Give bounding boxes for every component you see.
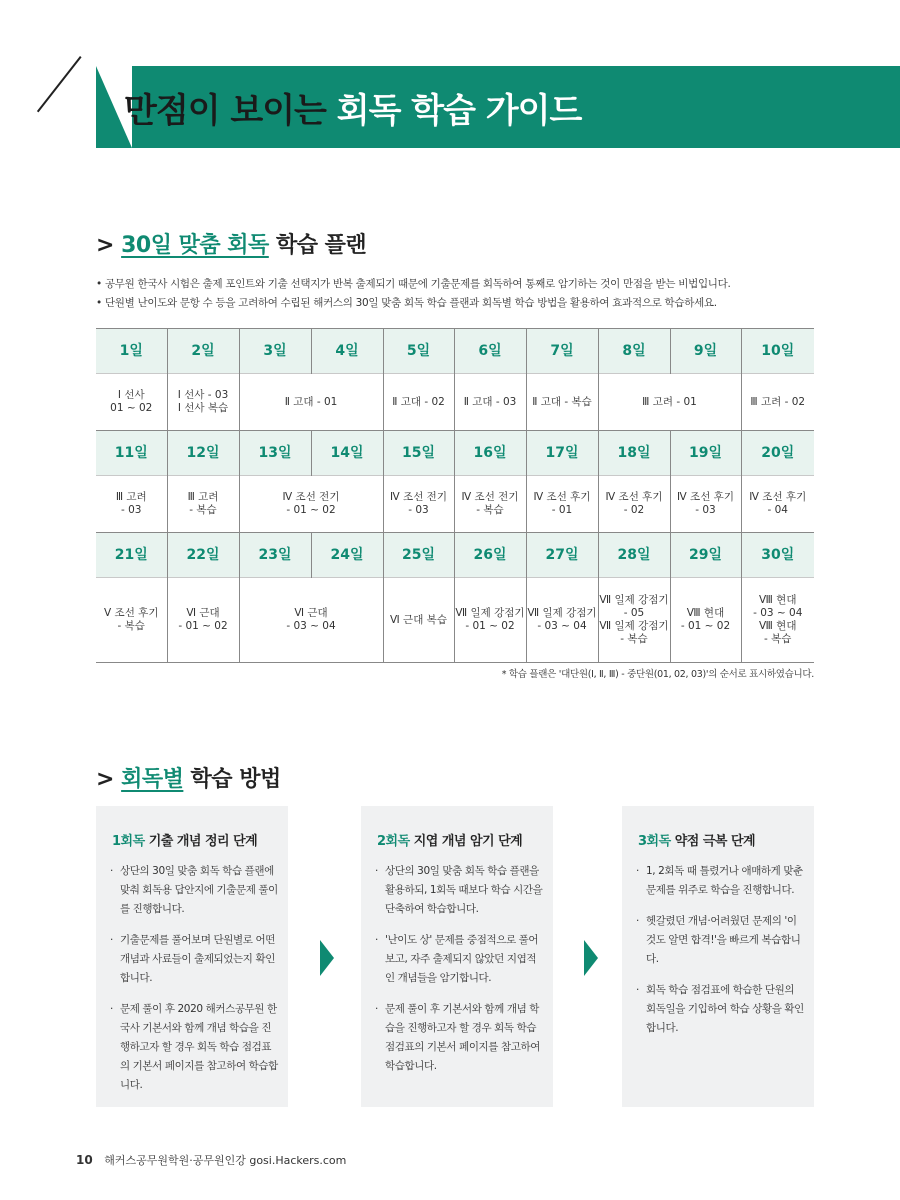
section-method-heading [96, 762, 281, 793]
method-card-2 [361, 806, 553, 1107]
plan-topic-cell: Ⅳ 조선 후기 - 04 [741, 476, 814, 533]
plan-day-cell: 27일 [526, 533, 598, 578]
plan-day-cell: 21일 [96, 533, 167, 578]
plan-day-cell: 17일 [526, 431, 598, 476]
plan-day-cell: 28일 [598, 533, 670, 578]
section-plan-highlight: 30일 맞춤 회독 [121, 233, 269, 258]
plan-day-cell: 13일 [239, 431, 311, 476]
title-light-part: 회독 학습 가이드 [336, 91, 582, 131]
plan-topic-cell: Ⅰ 선사 - 03 Ⅰ 선사 복습 [167, 374, 239, 431]
plan-day-cell: 10일 [741, 329, 814, 374]
title-dark-part: 만점이 보이는 [124, 91, 326, 131]
plan-day-cell: 22일 [167, 533, 239, 578]
plan-day-cell: 23일 [239, 533, 311, 578]
plan-topic-cell: Ⅷ 현대 - 01 ~ 02 [670, 578, 741, 663]
card-title [638, 830, 755, 849]
section-method-highlight: 회독별 [121, 767, 184, 792]
plan-day-cell: 18일 [598, 431, 670, 476]
list-item: · 문제 풀이 후 2020 해커스공무원 한국사 기본서와 함께 개념 학습을 진행하고자 할 경우 회독 학습 점검표의 기본서 페이지를 참고하여 학습합니다. [110, 1000, 280, 1095]
plan-topic-cell: Ⅳ 조선 전기 - 복습 [454, 476, 526, 533]
plan-topic-cell: Ⅲ 고려 - 03 [96, 476, 167, 533]
plan-topic-cell: Ⅴ 조선 후기 - 복습 [96, 578, 167, 663]
chevron-right-icon: > [96, 233, 114, 258]
plan-topic-cell: Ⅶ 일제 강점기 - 03 ~ 04 [526, 578, 598, 663]
list-item: · '난이도 상' 문제를 중점적으로 풀어보고, 자주 출제되지 않았던 지엽적인 개념들을 암기합니다. [375, 931, 545, 988]
plan-topic-row [96, 578, 814, 663]
plan-day-cell: 12일 [167, 431, 239, 476]
plan-topic-cell: Ⅲ 고려 - 복습 [167, 476, 239, 533]
plan-topic-cell: Ⅱ 고대 - 01 [239, 374, 383, 431]
method-card-1 [96, 806, 288, 1107]
plan-day-cell: 29일 [670, 533, 741, 578]
plan-day-cell: 6일 [454, 329, 526, 374]
plan-day-cell: 9일 [670, 329, 741, 374]
plan-day-cell: 14일 [311, 431, 383, 476]
plan-day-cell: 2일 [167, 329, 239, 374]
plan-bullet-text: 공무원 한국사 시험은 출제 포인트와 기출 선택지가 반복 출제되기 때문에 기출문제를 회독하여 통째로 암기하는 것이 만점을 받는 비법입니다. [104, 278, 731, 290]
plan-topic-cell: Ⅳ 조선 후기 - 03 [670, 476, 741, 533]
plan-topic-cell: Ⅵ 근대 복습 [383, 578, 454, 663]
chevron-right-icon: > [96, 767, 114, 792]
plan-day-cell: 4일 [311, 329, 383, 374]
method-card-3 [622, 806, 814, 1107]
plan-day-cell: 11일 [96, 431, 167, 476]
plan-day-row [96, 533, 814, 578]
plan-topic-cell: Ⅷ 현대 - 03 ~ 04 Ⅷ 현대 - 복습 [741, 578, 814, 663]
plan-day-cell: 30일 [741, 533, 814, 578]
arrow-right-icon [320, 940, 334, 976]
plan-bullet-2 [96, 295, 717, 310]
card-title [112, 830, 257, 849]
plan-topic-row [96, 374, 814, 431]
plan-day-cell: 20일 [741, 431, 814, 476]
plan-bullet-text: 단원별 난이도와 문항 수 등을 고려하여 수립된 해커스의 30일 맞춤 회독 학습 플랜과 회독별 학습 방법을 활용하여 효과적으로 학습하세요. [104, 297, 717, 309]
card-title-highlight: 3회독 [638, 834, 671, 849]
plan-day-cell: 7일 [526, 329, 598, 374]
card-list [375, 862, 545, 1088]
page-footer [76, 1152, 346, 1168]
plan-day-cell: 19일 [670, 431, 741, 476]
card-title-highlight: 1회독 [112, 834, 145, 849]
bullet-icon: • [96, 297, 102, 309]
section-method-rest: 학습 방법 [190, 767, 281, 792]
plan-day-cell: 25일 [383, 533, 454, 578]
plan-topic-cell: Ⅳ 조선 전기 - 01 ~ 02 [239, 476, 383, 533]
plan-topic-cell: Ⅳ 조선 전기 - 03 [383, 476, 454, 533]
card-title-rest: 지엽 개념 암기 단계 [413, 834, 523, 849]
list-item: · 기출문제를 풀어보며 단원별로 어떤 개념과 사료들이 출제되었는지 확인합니다. [110, 931, 280, 988]
plan-topic-cell: Ⅱ 고대 - 02 [383, 374, 454, 431]
plan-day-row [96, 329, 814, 374]
plan-topic-cell: Ⅶ 일제 강점기 - 05 Ⅶ 일제 강점기 - 복습 [598, 578, 670, 663]
plan-footnote: * 학습 플랜은 '대단원(Ⅰ, Ⅱ, Ⅲ) - 중단원(01, 02, 03)'의 순서로 표시하였습니다. [501, 669, 814, 680]
plan-day-cell: 5일 [383, 329, 454, 374]
list-item: · 문제 풀이 후 기본서와 함께 개념 학습을 진행하고자 할 경우 회독 학습 점검표의 기본서 페이지를 참고하여 학습합니다. [375, 1000, 545, 1076]
plan-topic-cell: Ⅲ 고려 - 01 [598, 374, 741, 431]
card-title-rest: 약점 극복 단계 [674, 834, 756, 849]
page-title [124, 83, 581, 132]
plan-day-row [96, 431, 814, 476]
plan-day-cell: 26일 [454, 533, 526, 578]
card-title [377, 830, 522, 849]
study-plan-table [96, 328, 814, 663]
list-item: · 상단의 30일 맞춤 회독 학습 플랜을 활용하되, 1회독 때보다 학습 시간을 단축하여 학습합니다. [375, 862, 545, 919]
list-item: · 회독 학습 점검표에 학습한 단원의 회독일을 기입하여 학습 상황을 확인합니다. [636, 981, 806, 1038]
page-number: 10 [76, 1153, 93, 1167]
plan-topic-cell: Ⅰ 선사 01 ~ 02 [96, 374, 167, 431]
plan-topic-row [96, 476, 814, 533]
banner-slash-line [37, 56, 82, 112]
plan-topic-cell: Ⅵ 근대 - 01 ~ 02 [167, 578, 239, 663]
bullet-icon: • [96, 278, 102, 290]
card-title-rest: 기출 개념 정리 단계 [148, 834, 258, 849]
list-item: · 상단의 30일 맞춤 회독 학습 플랜에 맞춰 회독용 답안지에 기출문제 풀이를 진행합니다. [110, 862, 280, 919]
section-plan-heading [96, 228, 366, 259]
card-title-highlight: 2회독 [377, 834, 410, 849]
card-list [636, 862, 806, 1050]
arrow-right-icon [584, 940, 598, 976]
plan-topic-cell: Ⅳ 조선 후기 - 02 [598, 476, 670, 533]
plan-bullet-1 [96, 276, 731, 291]
plan-topic-cell: Ⅱ 고대 - 03 [454, 374, 526, 431]
plan-day-cell: 8일 [598, 329, 670, 374]
plan-topic-cell: Ⅶ 일제 강점기 - 01 ~ 02 [454, 578, 526, 663]
plan-day-cell: 24일 [311, 533, 383, 578]
list-item: · 1, 2회독 때 틀렸거나 애매하게 맞춘 문제를 위주로 학습을 진행합니다. [636, 862, 806, 900]
plan-topic-cell: Ⅲ 고려 - 02 [741, 374, 814, 431]
plan-day-cell: 16일 [454, 431, 526, 476]
footer-text: 해커스공무원학원·공무원인강 gosi.Hackers.com [104, 1154, 347, 1167]
plan-topic-cell: Ⅵ 근대 - 03 ~ 04 [239, 578, 383, 663]
plan-topic-cell: Ⅳ 조선 후기 - 01 [526, 476, 598, 533]
plan-day-cell: 3일 [239, 329, 311, 374]
plan-day-cell: 1일 [96, 329, 167, 374]
plan-day-cell: 15일 [383, 431, 454, 476]
list-item: · 헷갈렸던 개념·어려웠던 문제의 '이것도 알면 합격!'을 빠르게 복습합니다. [636, 912, 806, 969]
section-plan-rest: 학습 플랜 [275, 233, 367, 258]
plan-topic-cell: Ⅱ 고대 - 복습 [526, 374, 598, 431]
card-list [110, 862, 280, 1107]
